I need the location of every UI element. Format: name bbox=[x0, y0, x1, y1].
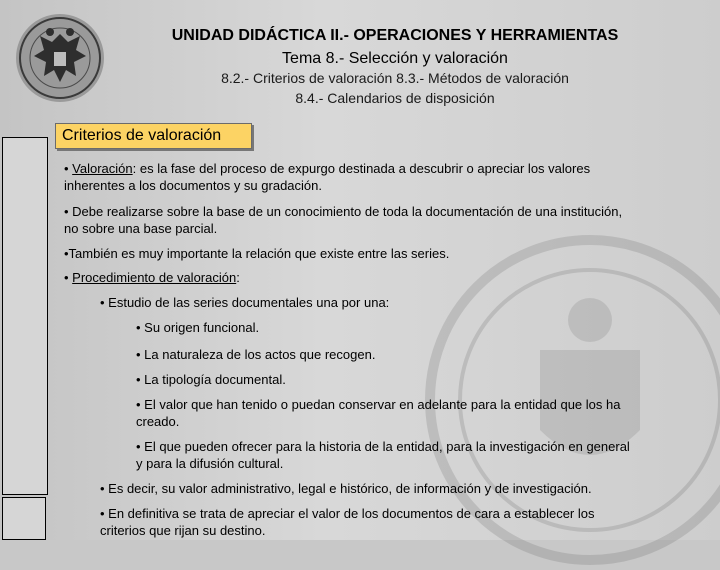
university-crest-logo bbox=[14, 12, 106, 104]
subitem-origen: • Su origen funcional. bbox=[136, 320, 260, 335]
section-label-text: Criterios de valoración bbox=[62, 127, 222, 144]
item-valor-resumen: • Es decir, su valor administrativo, legal e histórico, de información y de investigación. bbox=[100, 481, 592, 496]
left-decorative-box bbox=[2, 497, 46, 540]
section-label bbox=[55, 123, 252, 149]
paragraph-procedimiento bbox=[64, 269, 240, 286]
lesson-subtitle: Tema 8.- Selección y valoración bbox=[282, 50, 508, 67]
topics-line-2: 8.4.- Calendarios de disposición bbox=[295, 90, 495, 106]
subitem-valor-line1: • El valor que han tenido o puedan conservar en adelante para la entidad que los ha bbox=[136, 397, 621, 412]
subitem-tipologia: • La tipología documental. bbox=[136, 372, 286, 387]
subitem-naturaleza: • La naturaleza de los actos que recogen. bbox=[136, 347, 376, 362]
subitem-historia-line1: • El que pueden ofrecer para la historia de la entidad, para la investigación en general bbox=[136, 439, 630, 454]
topics-line-1: 8.2.- Criterios de valoración 8.3.- Métodos de valoración bbox=[221, 70, 569, 86]
unit-title: UNIDAD DIDÁCTICA II.- OPERACIONES Y HERRAMIENTAS bbox=[171, 27, 619, 44]
bullet: • bbox=[64, 161, 73, 176]
item-definitiva-line1: • En definitiva se trata de apreciar el valor de los documentos de cara a establecer los bbox=[100, 506, 595, 521]
subitem-historia-line2: y para la difusión cultural. bbox=[136, 456, 284, 471]
paragraph-base-line1: • Debe realizarse sobre la base de un conocimiento de toda la documentación de una institución, bbox=[64, 204, 623, 219]
definition-text: : es la fase del proceso de expurgo destinada a descubrir o apreciar los valores bbox=[132, 161, 591, 176]
term-procedimiento: Procedimiento de valoración bbox=[72, 270, 237, 285]
paragraph-series: •También es muy importante la relación que existe entre las series. bbox=[64, 246, 450, 261]
subitem-valor-line2: creado. bbox=[136, 414, 180, 429]
paragraph-valoracion bbox=[64, 160, 590, 177]
colon: : bbox=[236, 270, 240, 285]
item-estudio-series: • Estudio de las series documentales una por una: bbox=[100, 295, 390, 310]
left-decorative-bar bbox=[2, 137, 48, 495]
paragraph-valoracion-line2: inherentes a los documentos y su gradación. bbox=[64, 178, 322, 193]
term-valoracion: Valoración bbox=[72, 161, 133, 176]
item-definitiva-line2: criterios que rijan su destino. bbox=[100, 523, 266, 538]
paragraph-base-line2: no sobre una base parcial. bbox=[64, 221, 218, 236]
bullet: • bbox=[64, 270, 73, 285]
